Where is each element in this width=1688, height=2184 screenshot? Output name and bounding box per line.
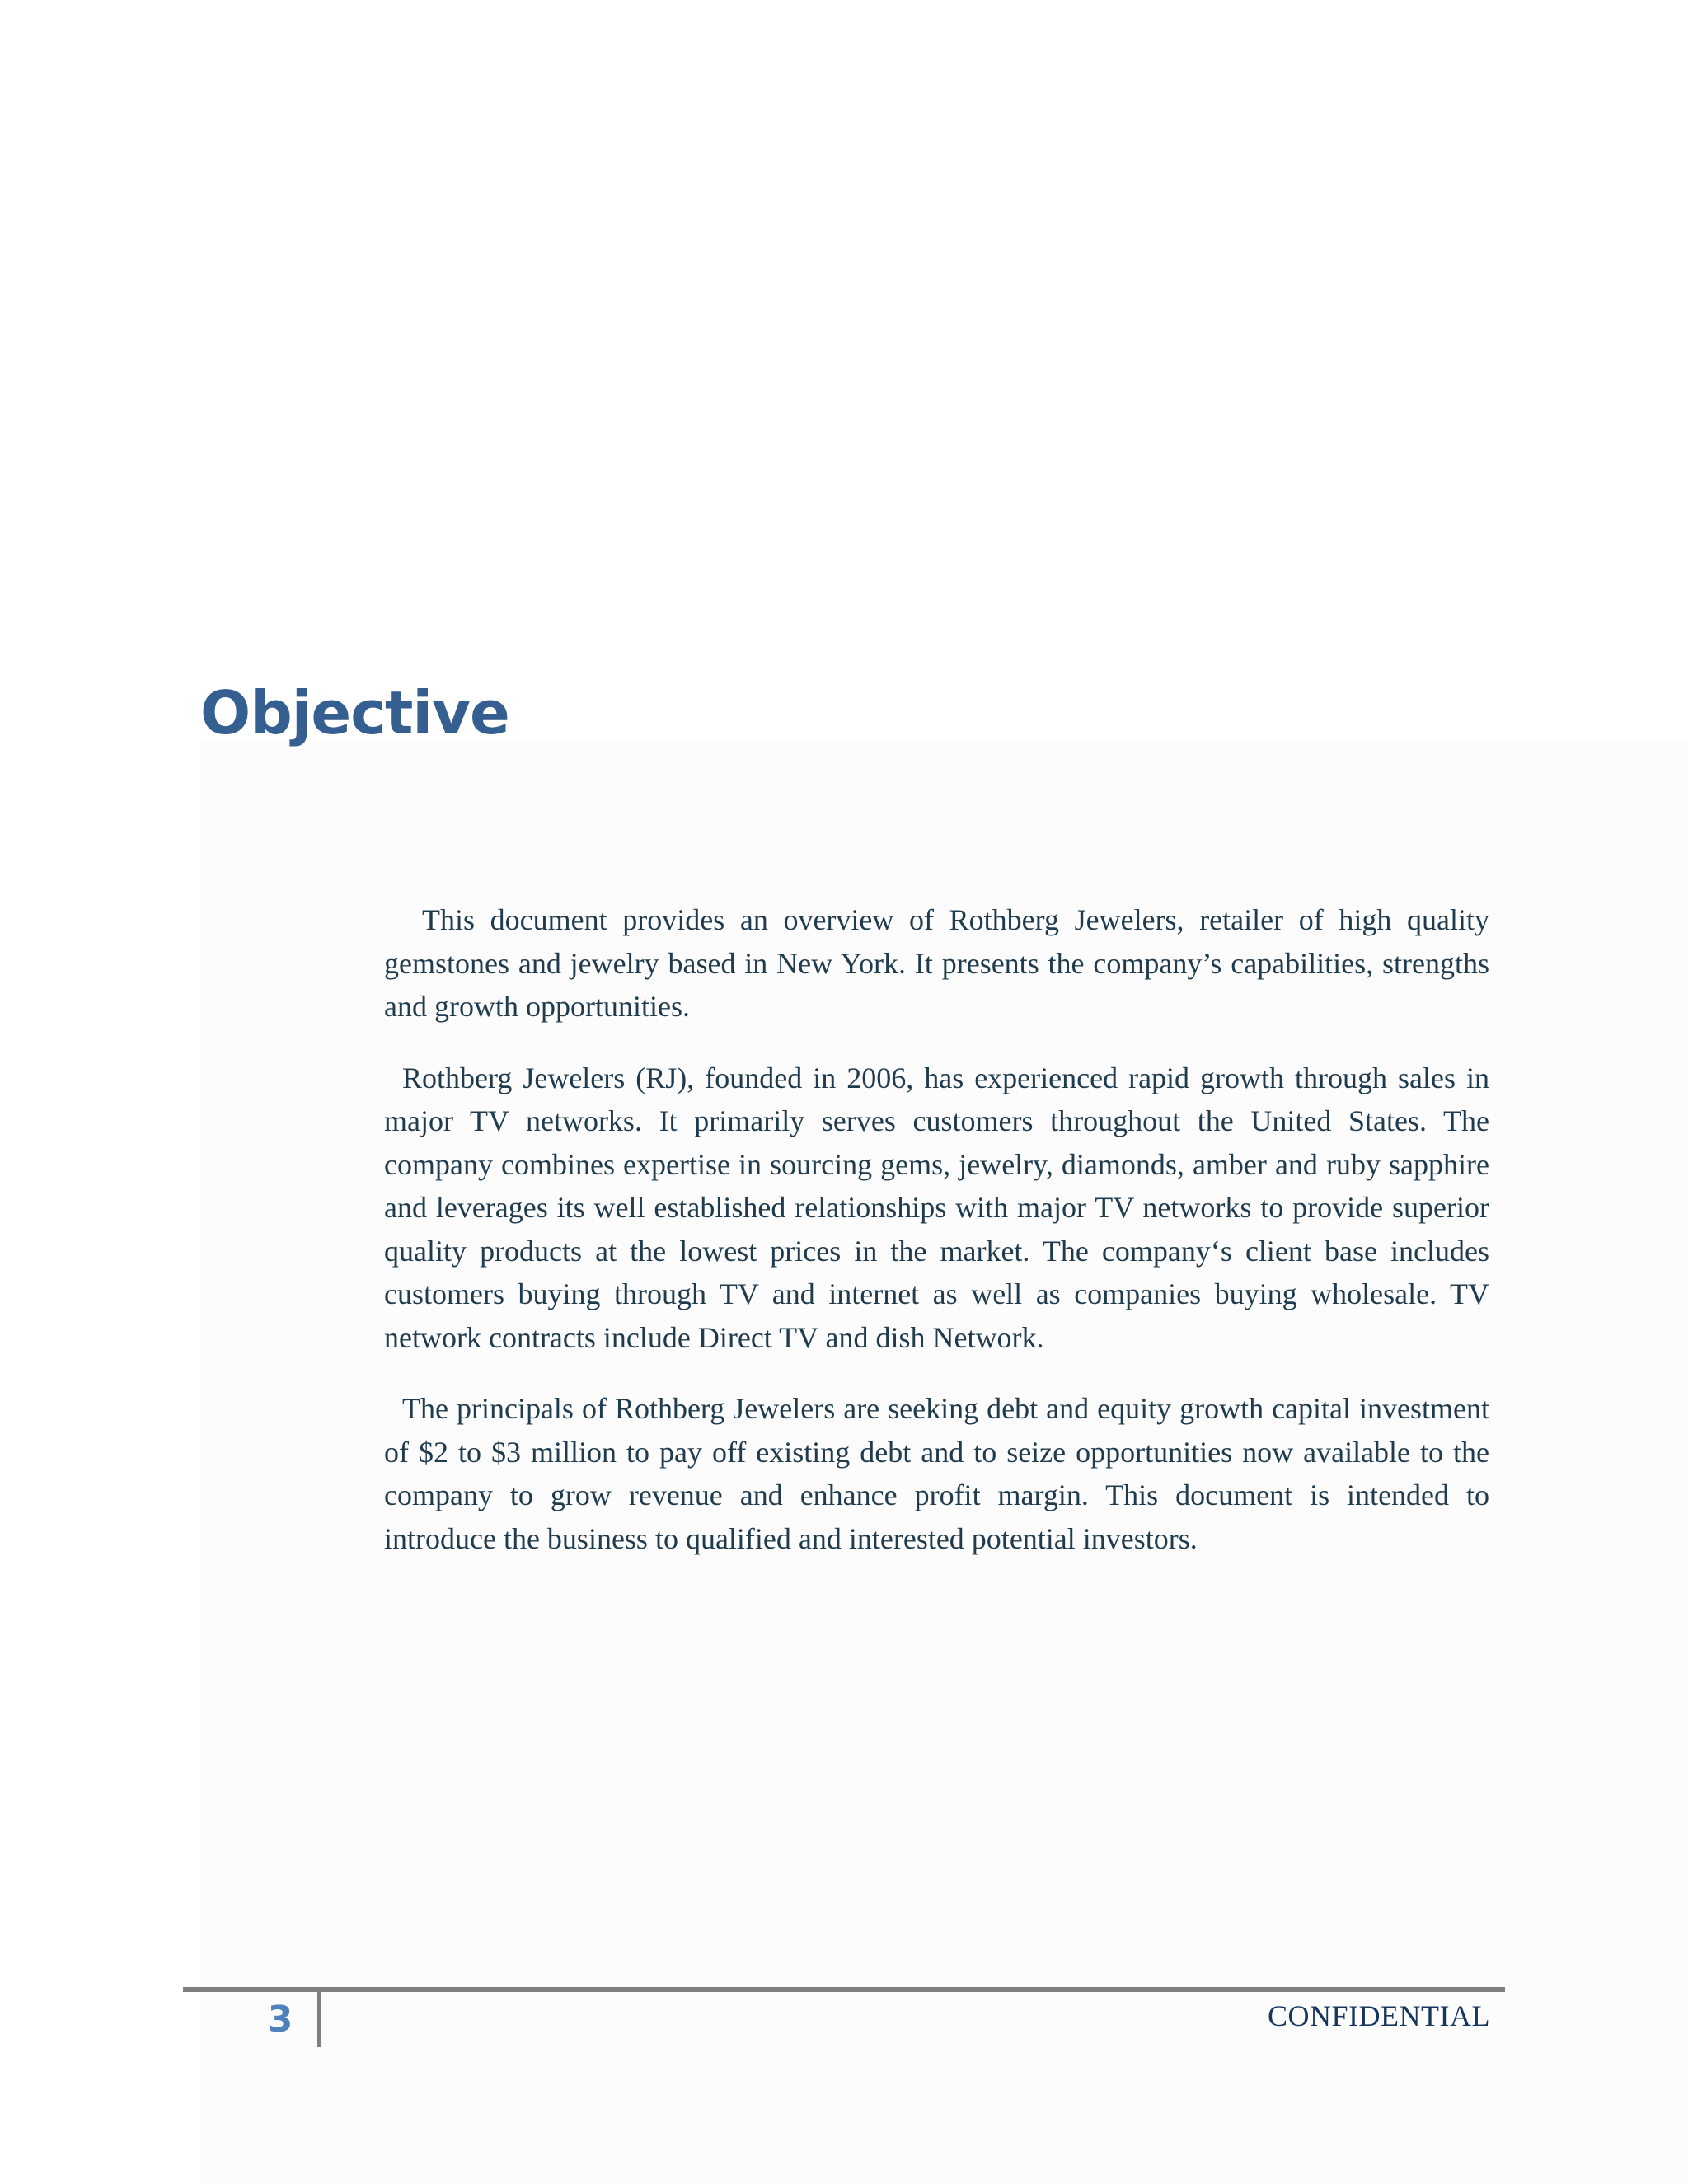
footer-rule [183,1987,1505,1992]
page-number: 3 [267,1999,293,2041]
body-text [384,898,1489,1588]
section-heading: Objective [200,678,509,748]
confidential-label: CONFIDENTIAL [1268,1999,1490,2032]
paragraph-company-description: Rothberg Jewelers (RJ), founded in 2006, has experienced rapid growth through sales in major TV networks. It primarily serves customers throughout the United States. The company combines expertise in sourcing gems, jewelry, diamonds, amber and ruby sapphire and leverages its well established relationships with major TV networks to provide superior quality products at the lowest prices in the market. The company‘s client base includes customers buying through TV and internet as well as companies buying wholesale. TV network contracts include Direct TV and dish Network. [384,1061,1489,1354]
paragraph-investment: The principals of Rothberg Jewelers are seeking debt and equity growth capital investment of $2 to $3 million to pay off existing debt and to seize opportunities now available to the company to grow revenue and enhance profit margin. This document is intended to introduce the business to qualified and interested potential investors. [384,1392,1489,1555]
footer-divider [317,1990,321,2047]
paragraph-overview: This document provides an overview of Rothberg Jewelers, retailer of high quality gemstones and jewelry based in New York. It presents the company’s capabilities, strengths and growth opportunities. [384,903,1489,1023]
